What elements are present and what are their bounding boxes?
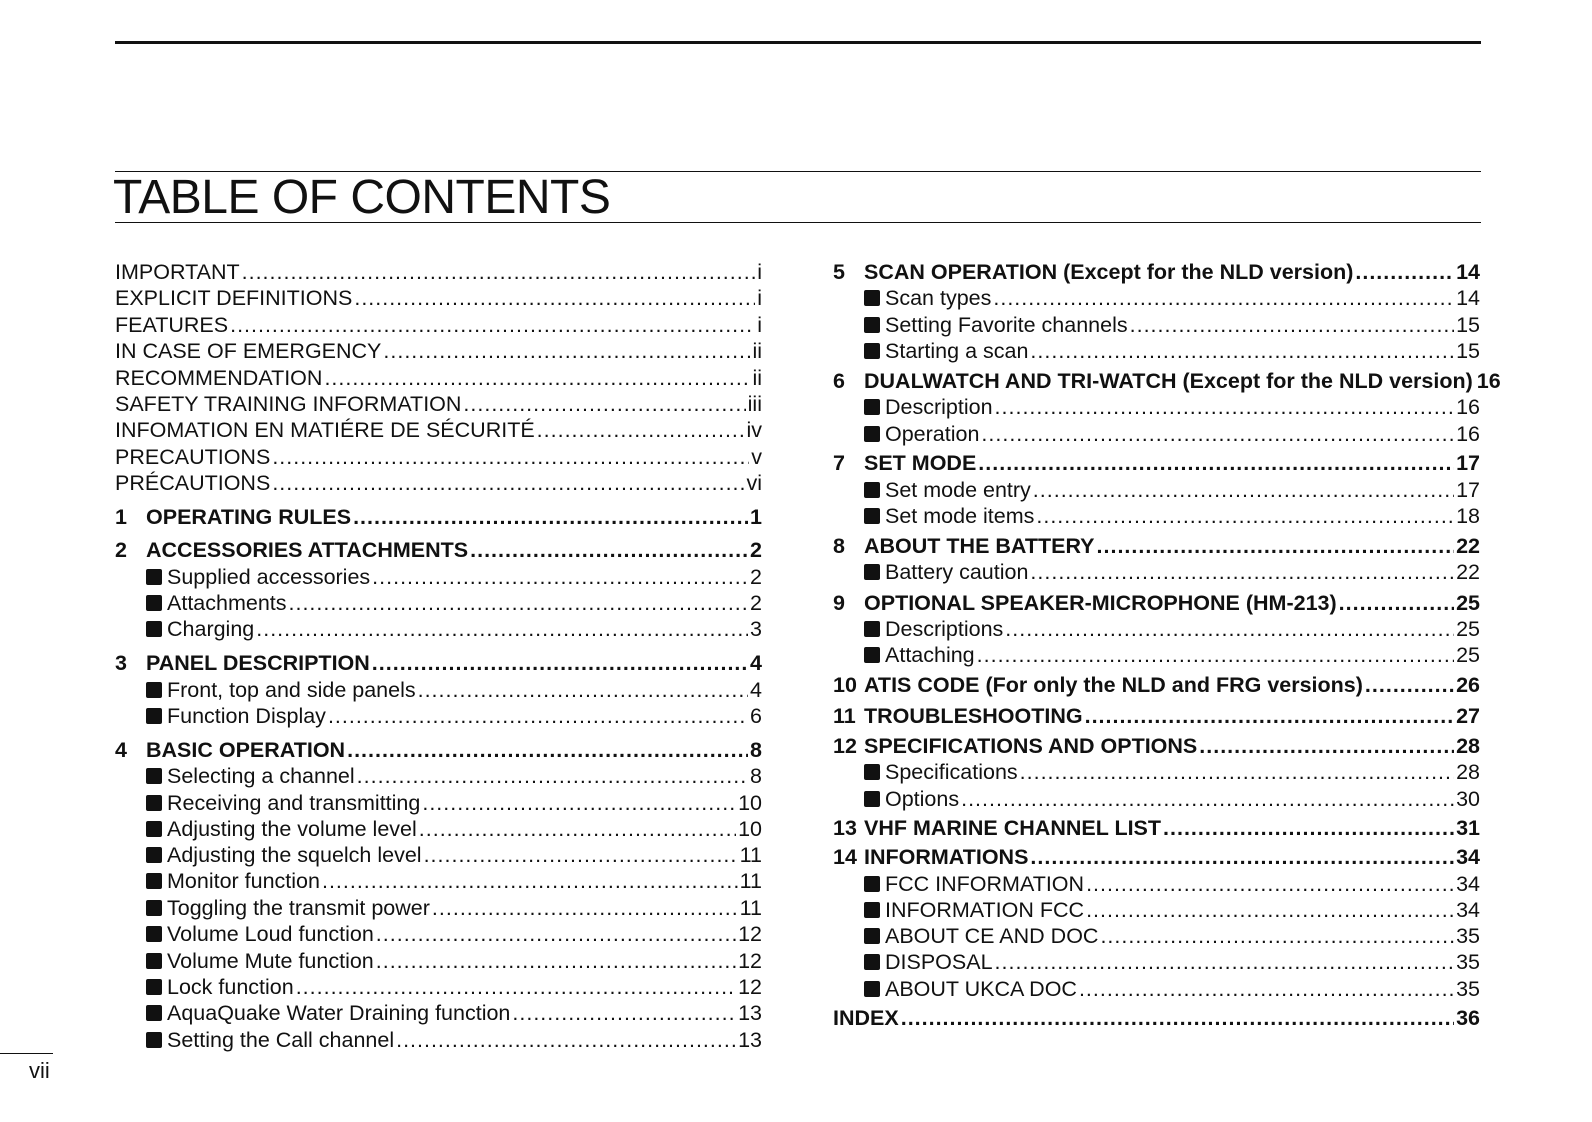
square-bullet-icon [146,682,162,698]
square-bullet-icon [864,876,880,892]
page-title: TABLE OF CONTENTS [113,171,611,224]
entry-page-number: ii [752,366,762,390]
entry-title: INDEX [833,1006,899,1030]
entry-page-number: ii [752,339,762,363]
dot-leader [272,470,744,496]
square-bullet-icon [146,926,162,942]
toc-entry [115,391,762,417]
toc-section-entry [115,650,762,676]
square-bullet-icon [146,953,162,969]
entry-page-number: 26 [1456,673,1480,697]
section-number: 14 [833,845,857,869]
dot-leader [419,816,736,842]
entry-page-number: 16 [1476,369,1501,393]
dot-leader [978,450,1454,476]
dot-leader [1163,815,1454,841]
entry-title: Set mode entry [885,478,1031,502]
toc-subentry [833,976,1480,1002]
entry-title: DISPOSAL [885,950,993,974]
dot-leader [372,564,748,590]
toc-subentry [833,503,1480,529]
toc-entry [115,312,762,338]
square-bullet-icon [864,317,880,333]
toc-subentry [115,763,762,789]
square-bullet-icon [146,873,162,889]
square-bullet-icon [864,764,880,780]
entry-page-number: 36 [1456,1006,1480,1030]
toc-subentry [115,590,762,616]
toc-subentry [115,564,762,590]
toc-entry [115,338,762,364]
entry-title: PANEL DESCRIPTION [146,651,370,675]
dot-leader [324,365,750,391]
entry-title: Supplied accessories [167,565,371,589]
dot-leader [1079,976,1454,1002]
entry-title: Lock function [167,975,294,999]
toc-section-entry [115,504,762,530]
toc-section-entry [833,672,1480,698]
square-bullet-icon [146,900,162,916]
title-rule-bottom [115,222,1481,223]
toc-subentry [115,816,762,842]
toc-subentry [833,642,1480,668]
entry-title: SET MODE [864,451,977,475]
dot-leader [424,842,738,868]
toc-subentry [115,1000,762,1026]
entry-title: PRÉCAUTIONS [115,471,271,495]
square-bullet-icon [864,791,880,807]
entry-page-number: 2 [750,591,762,615]
entry-page-number: 35 [1456,977,1480,1001]
dot-leader [242,259,756,285]
entry-title: Operation [885,422,980,446]
entry-title: FCC INFORMATION [885,872,1085,896]
dot-leader [1097,533,1455,559]
dot-leader [1030,844,1454,870]
toc-section-entry [833,703,1480,729]
entry-title: IN CASE OF EMERGENCY [115,339,382,363]
entry-page-number: 12 [738,922,762,946]
entry-title: VHF MARINE CHANNEL LIST [864,816,1162,840]
entry-title: ABOUT THE BATTERY [864,534,1095,558]
entry-page-number: 14 [1456,286,1480,310]
toc-subentry [833,786,1480,812]
entry-title: Setting the Call channel [167,1028,395,1052]
entry-title: INFORMATIONS [864,845,1029,869]
square-bullet-icon [146,595,162,611]
section-number: 13 [833,816,857,840]
toc-subentry [115,616,762,642]
toc-entry [115,259,762,285]
toc-subentry [115,895,762,921]
entry-page-number: 10 [738,817,762,841]
entry-title: IMPORTANT [115,260,240,284]
square-bullet-icon [864,647,880,663]
entry-title: INFORMATION FCC [885,898,1085,922]
square-bullet-icon [864,508,880,524]
entry-page-number: 2 [750,565,762,589]
entry-page-number: i [757,286,762,310]
section-number: 8 [833,534,845,558]
page-number: vii [29,1058,50,1083]
dot-leader [977,642,1454,668]
entry-title: Receiving and transmitting [167,791,421,815]
entry-page-number: 18 [1456,504,1480,528]
dot-leader [1030,338,1454,364]
section-number: 2 [115,538,127,562]
dot-leader [256,616,748,642]
entry-title: Charging [167,617,255,641]
square-bullet-icon [864,482,880,498]
dot-leader [1086,871,1454,897]
entry-page-number: 35 [1456,924,1480,948]
square-bullet-icon [864,290,880,306]
toc-section-entry [833,450,1480,476]
toc-subentry [115,948,762,974]
entry-title: DUALWATCH AND TRI-WATCH (Except for the NLD version) [864,369,1473,393]
toc-subentry [833,897,1480,923]
entry-title: ABOUT UKCA DOC [885,977,1077,1001]
dot-leader [981,421,1454,447]
footer-rule [0,1053,53,1054]
dot-leader [376,921,736,947]
dot-leader [901,1005,1454,1031]
square-bullet-icon [146,795,162,811]
square-bullet-icon [146,979,162,995]
dot-leader [1020,759,1454,785]
dot-leader [418,677,748,703]
dot-leader [383,338,750,364]
square-bullet-icon [864,343,880,359]
dot-leader [272,444,749,470]
entry-title: SAFETY TRAINING INFORMATION [115,392,462,416]
square-bullet-icon [864,954,880,970]
entry-page-number: 1 [750,505,762,529]
entry-title: Function Display [167,704,326,728]
dot-leader [372,650,748,676]
entry-page-number: 13 [738,1028,762,1052]
toc-subentry [833,394,1480,420]
square-bullet-icon [864,928,880,944]
toc-subentry [115,677,762,703]
dot-leader [1005,616,1454,642]
entry-page-number: vi [746,471,762,495]
toc-subentry [115,1027,762,1053]
toc-section-entry [833,368,1501,394]
entry-page-number: 34 [1456,872,1480,896]
dot-leader [289,590,749,616]
dot-leader [470,537,748,563]
toc-subentry [115,703,762,729]
entry-page-number: 15 [1456,339,1480,363]
dot-leader [353,504,748,530]
dot-leader [1355,259,1454,285]
square-bullet-icon [146,847,162,863]
toc-subentry [115,868,762,894]
entry-title: SCAN OPERATION (Except for the NLD version) [864,260,1354,284]
entry-title: TROUBLESHOOTING [864,704,1083,728]
entry-title: Adjusting the squelch level [167,843,422,867]
square-bullet-icon [864,981,880,997]
section-number: 9 [833,591,845,615]
square-bullet-icon [146,821,162,837]
square-bullet-icon [864,902,880,918]
entry-page-number: 3 [750,617,762,641]
entry-page-number: iii [747,392,762,416]
entry-page-number: 8 [750,764,762,788]
entry-title: OPERATING RULES [146,505,352,529]
toc-section-entry [833,815,1480,841]
entry-page-number: 22 [1456,534,1480,558]
section-number: 12 [833,734,857,758]
square-bullet-icon [864,426,880,442]
header-rule [115,41,1481,44]
entry-page-number: 2 [750,538,762,562]
toc-subentry [833,923,1480,949]
entry-page-number: 4 [750,678,762,702]
entry-page-number: 14 [1456,260,1480,284]
toc-section-entry [115,537,762,563]
entry-page-number: 12 [738,949,762,973]
dot-leader [512,1000,736,1026]
entry-title: ACCESSORIES ATTACHMENTS [146,538,469,562]
dot-leader [328,703,748,729]
toc-subentry [115,921,762,947]
square-bullet-icon [146,569,162,585]
entry-page-number: 28 [1456,734,1480,758]
square-bullet-icon [146,1005,162,1021]
entry-title: RECOMMENDATION [115,366,323,390]
entry-page-number: 16 [1456,422,1480,446]
toc-entry [115,365,762,391]
dot-leader [396,1027,736,1053]
square-bullet-icon [146,621,162,637]
section-number: 3 [115,651,127,675]
dot-leader [1030,559,1454,585]
entry-page-number: 34 [1456,898,1480,922]
dot-leader [1036,503,1454,529]
entry-title: Setting Favorite channels [885,313,1128,337]
section-number: 11 [833,704,856,728]
entry-page-number: 30 [1456,787,1480,811]
toc-section-entry [833,259,1480,285]
toc-entry [833,1005,1480,1031]
toc-subentry [833,871,1480,897]
section-number: 1 [115,505,127,529]
dot-leader [1100,923,1454,949]
entry-title: Volume Mute function [167,949,374,973]
entry-title: PRECAUTIONS [115,445,271,469]
square-bullet-icon [146,1032,162,1048]
dot-leader [376,948,736,974]
entry-title: INFOMATION EN MATIÉRE DE SÉCURITÉ [115,418,535,442]
entry-title: EXPLICIT DEFINITIONS [115,286,353,310]
dot-leader [463,391,745,417]
entry-title: Battery caution [885,560,1029,584]
entry-page-number: 35 [1456,950,1480,974]
toc-section-entry [833,533,1480,559]
toc-subentry [115,974,762,1000]
toc-section-entry [833,733,1480,759]
entry-page-number: 16 [1456,395,1480,419]
entry-title: Description [885,395,993,419]
entry-title: AquaQuake Water Draining function [167,1001,511,1025]
entry-page-number: 11 [739,843,762,867]
entry-page-number: 28 [1456,760,1480,784]
toc-subentry [115,842,762,868]
entry-page-number: iv [746,418,762,442]
entry-page-number: 8 [750,738,762,762]
toc-subentry [833,312,1480,338]
entry-page-number: 10 [738,791,762,815]
section-number: 7 [833,451,845,475]
entry-title: Monitor function [167,869,320,893]
entry-title: ATIS CODE (For only the NLD and FRG versions) [864,673,1363,697]
square-bullet-icon [864,399,880,415]
toc-subentry [833,338,1480,364]
square-bullet-icon [864,564,880,580]
square-bullet-icon [864,621,880,637]
square-bullet-icon [146,708,162,724]
toc-subentry [833,949,1480,975]
entry-page-number: 25 [1456,643,1480,667]
toc-section-entry [115,737,762,763]
entry-page-number: 11 [739,896,762,920]
dot-leader [296,974,736,1000]
dot-leader [1086,897,1454,923]
entry-page-number: 15 [1456,313,1480,337]
entry-page-number: 31 [1456,816,1480,840]
entry-title: ABOUT CE AND DOC [885,924,1099,948]
entry-page-number: 27 [1456,704,1480,728]
entry-title: OPTIONAL SPEAKER-MICROPHONE (HM-213) [864,591,1337,615]
entry-page-number: 17 [1456,478,1480,502]
toc-subentry [833,285,1480,311]
toc-entry [115,417,762,443]
entry-title: SPECIFICATIONS AND OPTIONS [864,734,1198,758]
toc-section-entry [833,590,1480,616]
dot-leader [1033,477,1454,503]
dot-leader [1130,312,1454,338]
entry-page-number: 11 [739,869,762,893]
dot-leader [230,312,755,338]
entry-page-number: 25 [1456,617,1480,641]
entry-page-number: 13 [738,1001,762,1025]
entry-title: Adjusting the volume level [167,817,417,841]
entry-title: Front, top and side panels [167,678,416,702]
entry-title: Attaching [885,643,975,667]
entry-page-number: i [757,260,762,284]
entry-page-number: 25 [1456,591,1480,615]
dot-leader [357,763,748,789]
entry-page-number: 6 [750,704,762,728]
dot-leader [1365,672,1454,698]
entry-title: Options [885,787,960,811]
entry-title: Descriptions [885,617,1004,641]
toc-subentry [115,790,762,816]
toc-subentry [833,759,1480,785]
entry-title: FEATURES [115,313,229,337]
entry-title: Toggling the transmit power [167,896,430,920]
entry-title: BASIC OPERATION [146,738,346,762]
entry-page-number: v [751,445,762,469]
toc-subentry [833,477,1480,503]
entry-title: Volume Loud function [167,922,374,946]
entry-title: Attachments [167,591,287,615]
entry-page-number: 4 [750,651,762,675]
entry-page-number: i [757,313,762,337]
toc-subentry [833,421,1480,447]
toc-entry [115,285,762,311]
entry-title: Specifications [885,760,1018,784]
toc-subentry [833,559,1480,585]
toc-entry [115,444,762,470]
entry-title: Starting a scan [885,339,1029,363]
entry-title: Scan types [885,286,992,310]
section-number: 4 [115,738,127,762]
dot-leader [993,285,1454,311]
dot-leader [1085,703,1454,729]
dot-leader [961,786,1454,812]
section-number: 6 [833,369,845,393]
dot-leader [995,394,1455,420]
dot-leader [354,285,755,311]
dot-leader [995,949,1455,975]
dot-leader [322,868,738,894]
section-number: 10 [833,673,857,697]
dot-leader [432,895,738,921]
entry-page-number: 12 [738,975,762,999]
toc-section-entry [833,844,1480,870]
dot-leader [422,790,736,816]
section-number: 5 [833,260,845,284]
toc-subentry [833,616,1480,642]
entry-page-number: 34 [1456,845,1480,869]
toc-entry [115,470,762,496]
dot-leader [537,417,745,443]
entry-title: Selecting a channel [167,764,355,788]
dot-leader [1199,733,1454,759]
entry-page-number: 17 [1456,451,1480,475]
entry-page-number: 22 [1456,560,1480,584]
square-bullet-icon [146,768,162,784]
dot-leader [347,737,748,763]
entry-title: Set mode items [885,504,1035,528]
dot-leader [1339,590,1454,616]
